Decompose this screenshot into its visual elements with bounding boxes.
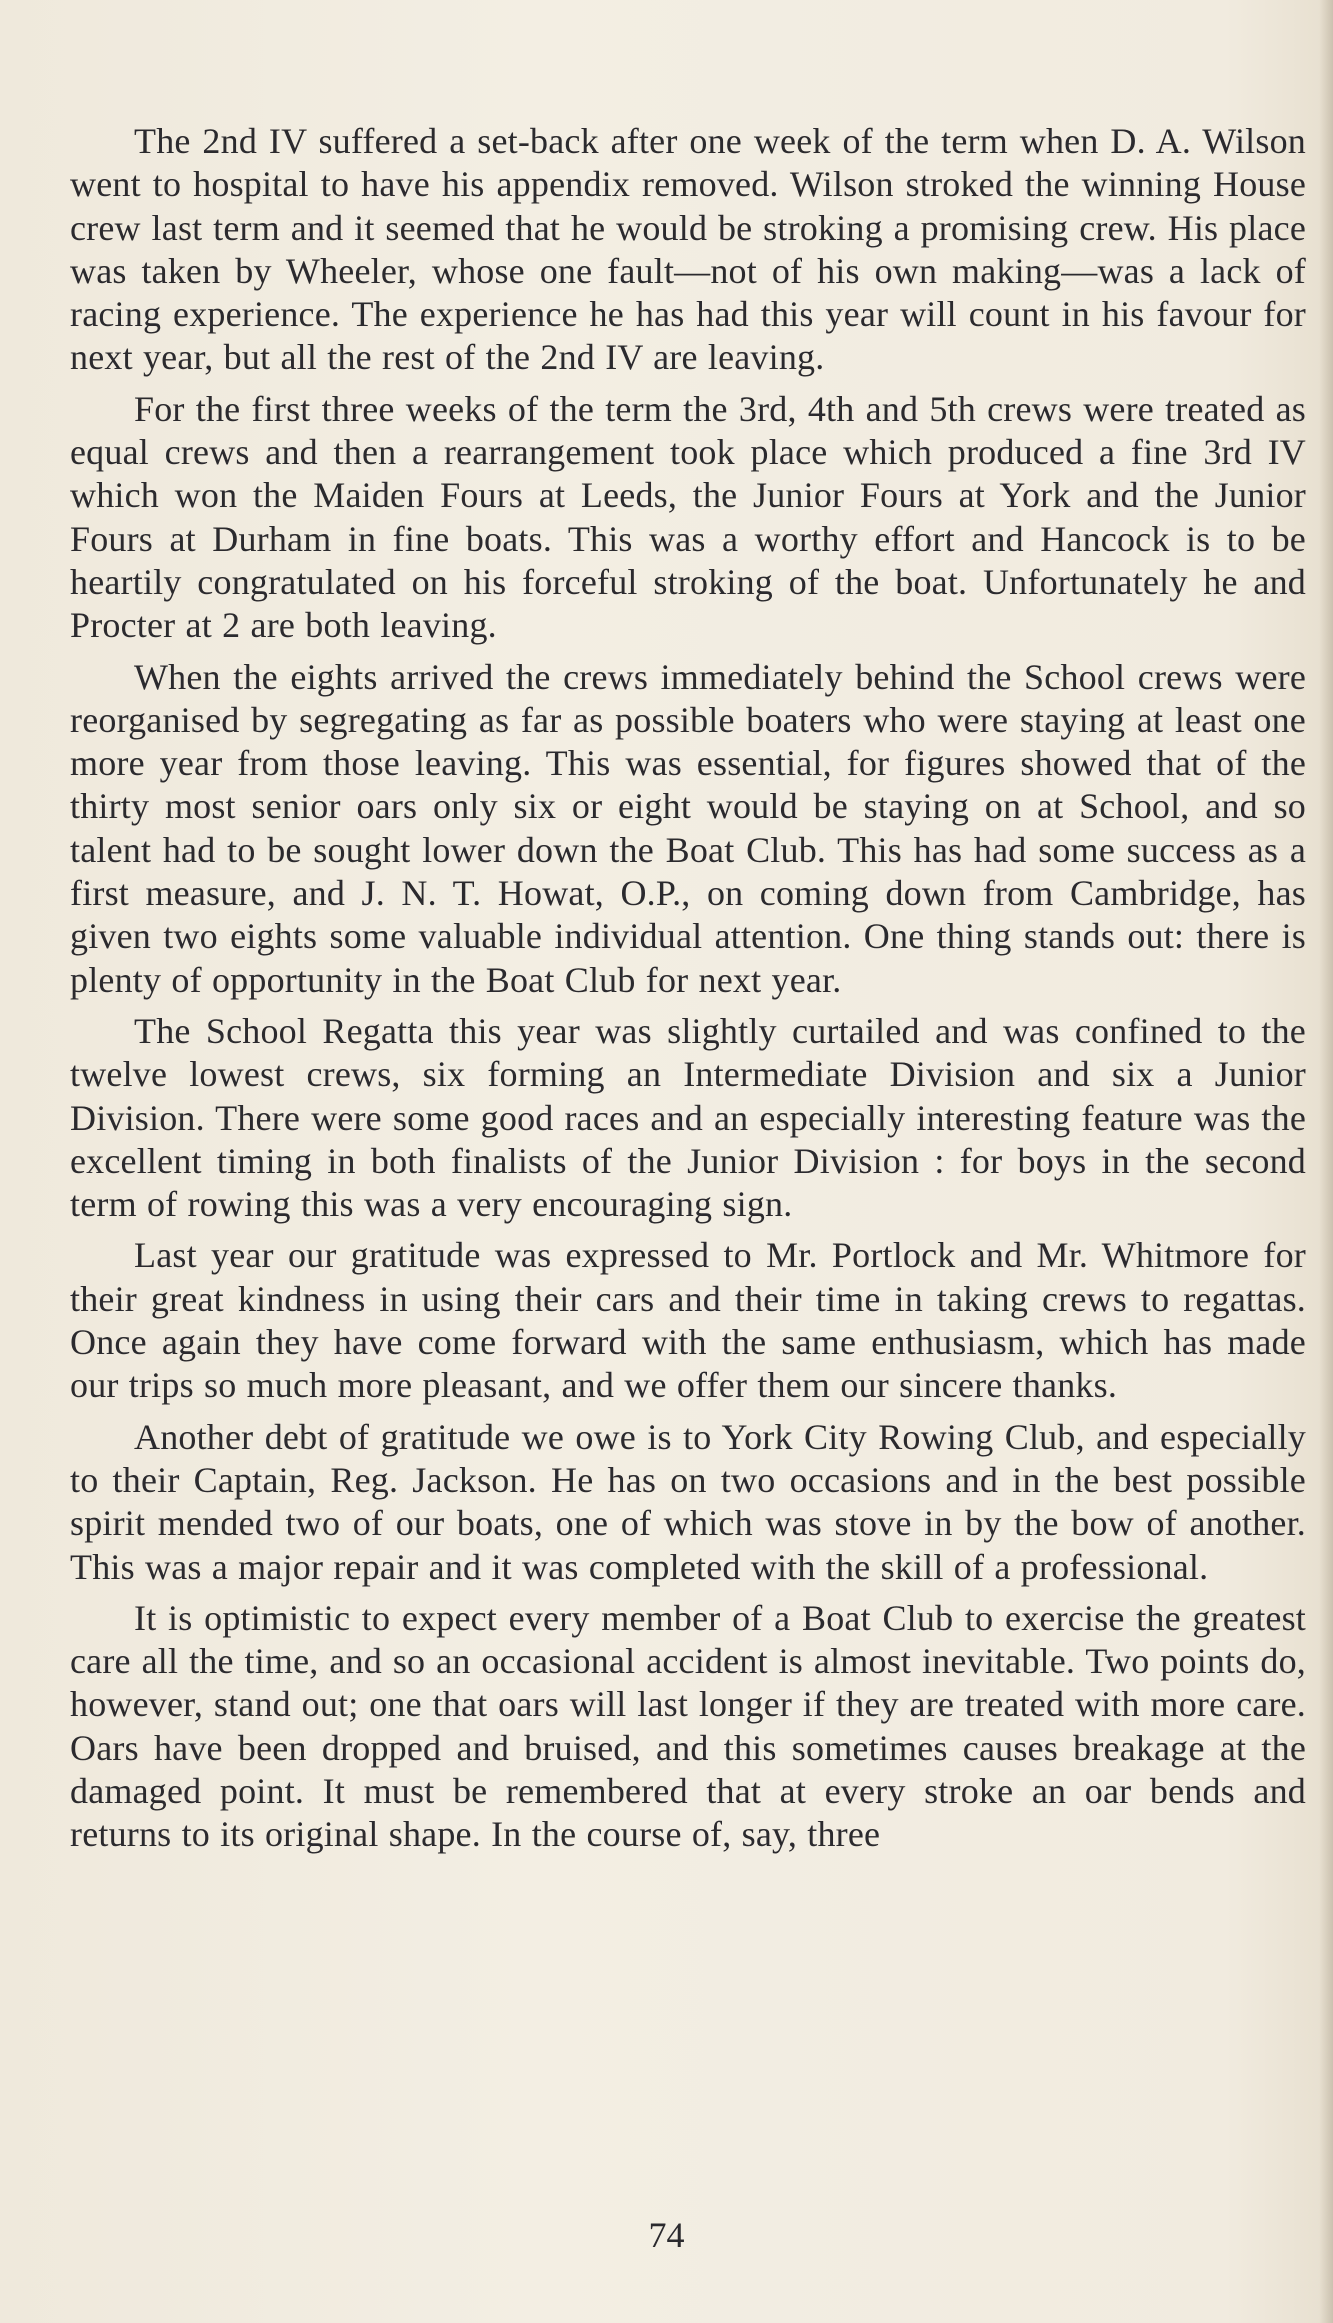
paragraph: It is optimistic to expect every member of a Boat Club to exercise the greatest care all the time, and so an occasional accident is almost inevitable. Two points do, however, stand out; one that oars will last longer if they are treated with more care. Oars have been dropped and bruised, and this sometimes causes breakage at the damaged point. It must be remembered that at every stroke an oar bends and returns to its original shape. In the course of, say, three	[70, 1597, 1306, 1855]
paragraph: The 2nd IV suffered a set-back after one week of the term when D. A. Wilson went to hospital to have his appendix removed. Wilson stroked the winning House crew last term and it seemed that he would be stroking a promising crew. His place was taken by Wheeler, whose one fault—not of his own making—was a lack of racing experience. The experience he has had this year will count in his favour for next year, but all the rest of the 2nd IV are leaving.	[70, 121, 1306, 378]
page-edge-shadow	[1319, 0, 1333, 2323]
page-number: 74	[648, 2215, 685, 2255]
paragraph: Last year our gratitude was expressed to Mr. Portlock and Mr. Whitmore for their great kindness in using their cars and their time in taking crews to regattas. Once again they have come forward with the same enthusiasm, which has made our trips so much more pleasant, and we offer them our sincere thanks.	[70, 1235, 1306, 1406]
paragraph: The School Regatta this year was slightly curtailed and was confined to the twelve lowest crews, six forming an Intermediate Division and six a Junior Division. There were some good races and an especially interesting feature was the excellent timing in both finalists of the Junior Division : for boys in the second term of rowing this was a very encouraging sign.	[70, 1010, 1306, 1225]
paragraph: When the eights arrived the crews immediately behind the School crews were reorganised by segregating as far as possible boaters who were staying at least one more year from those leaving. This was essential, for figures showed that of the thirty most senior oars only six or eight would be staying on at School, and so talent had to be sought lower down the Boat Club. This has had some success as a first measure, and J. N. T. Howat, O.P., on coming down from Cambridge, has given two eights some valuable individual attention. One thing stands out: there is plenty of opportunity in the Boat Club for next year.	[70, 656, 1306, 1000]
body-text	[70, 120, 1306, 1865]
paragraph: Another debt of gratitude we owe is to York City Rowing Club, and especially to their Captain, Reg. Jackson. He has on two occasions and in the best possible spirit mended two of our boats, one of which was stove in by the bow of another. This was a major repair and it was completed with the skill of a professional.	[70, 1416, 1306, 1587]
paragraph: For the first three weeks of the term the 3rd, 4th and 5th crews were treated as equal crews and then a rearrangement took place which produced a fine 3rd IV which won the Maiden Fours at Leeds, the Junior Fours at York and the Junior Fours at Durham in fine boats. This was a worthy effort and Hancock is to be heartily congratulated on his forceful stroking of the boat. Unfortunately he and Procter at 2 are both leaving.	[70, 388, 1306, 646]
